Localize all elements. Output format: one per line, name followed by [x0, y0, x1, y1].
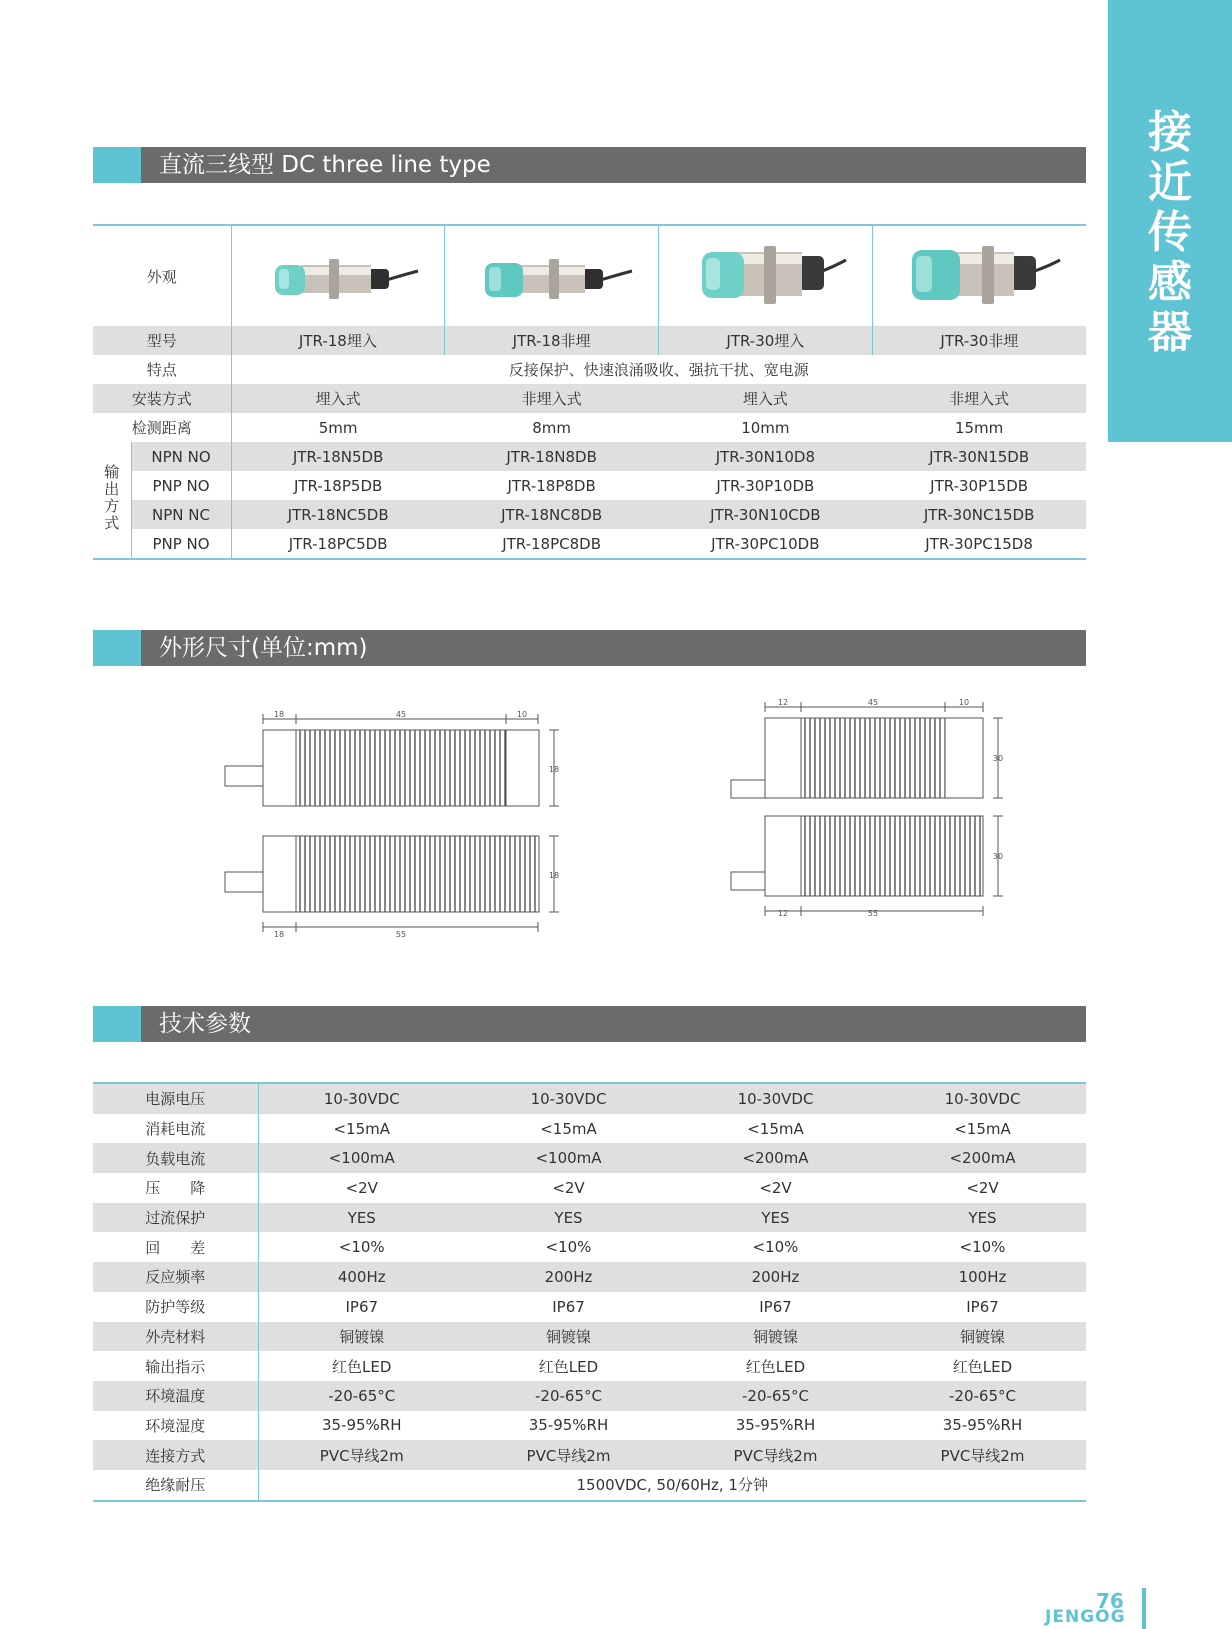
tech-row-value: <15mA	[540, 1119, 597, 1138]
tech-row-value: PVC导线2m	[672, 1440, 879, 1470]
page-number: 76	[1096, 1589, 1124, 1613]
tech-row-value: YES	[258, 1203, 465, 1233]
tech-row-value: -20-65°C	[465, 1381, 672, 1411]
tech-row-value: -20-65°C	[879, 1381, 1086, 1411]
tech-row-value: IP67	[759, 1297, 792, 1316]
tech-row-value: PVC导线2m	[465, 1440, 672, 1470]
brand-name: JENGOG	[1045, 1607, 1126, 1627]
tech-row-value: PVC导线2m	[879, 1440, 1086, 1470]
tech-row	[93, 1143, 1086, 1173]
dim-label: 45	[395, 710, 407, 719]
section-title: 技术参数	[159, 1011, 251, 1037]
tech-row	[93, 1440, 1086, 1470]
dim-label: 30	[992, 852, 1004, 861]
tech-row-value: IP67	[552, 1297, 585, 1316]
tech-row-value: -20-65°C	[672, 1381, 879, 1411]
tech-row	[93, 1083, 1086, 1114]
tech-row	[93, 1114, 1086, 1144]
tech-row-label: 反应频率	[93, 1262, 258, 1292]
tech-row-value: 红色LED	[332, 1357, 392, 1376]
tech-row-value: <2V	[552, 1178, 585, 1197]
tech-row	[93, 1203, 1086, 1233]
tech-row-value: <10%	[545, 1238, 592, 1257]
dimension-drawing-svg	[93, 680, 1086, 940]
tech-row-value: 35-95%RH	[942, 1416, 1023, 1435]
dim-label: 30	[992, 754, 1004, 763]
tech-row-label: 外壳材料	[93, 1322, 258, 1352]
tech-row-value: YES	[465, 1203, 672, 1233]
side-tab	[1108, 0, 1232, 442]
tech-row-value: <15mA	[333, 1119, 391, 1138]
tech-row-value: 10-30VDC	[672, 1083, 879, 1114]
tech-row-label: 绝缘耐压	[93, 1470, 258, 1501]
tech-row-label: 连接方式	[93, 1440, 258, 1470]
product-image	[231, 225, 445, 326]
appearance-label: 外观	[93, 225, 231, 326]
tech-row-value: <10%	[338, 1238, 385, 1257]
product-image	[658, 225, 872, 326]
dim-label: 12	[777, 909, 789, 918]
tech-row-value: 200Hz	[465, 1262, 672, 1292]
tech-row	[93, 1292, 1086, 1322]
tech-row	[93, 1351, 1086, 1381]
dim-label: 18	[548, 871, 560, 880]
tech-row-value: 铜镀镍	[879, 1322, 1086, 1352]
tech-row	[93, 1322, 1086, 1352]
tech-row-value: 10-30VDC	[258, 1083, 465, 1114]
tech-row-label: 防护等级	[93, 1292, 258, 1322]
tech-row-value: 1500VDC, 50/60Hz, 1分钟	[576, 1476, 768, 1495]
dim-label: 10	[516, 710, 528, 719]
section-header-dimensions	[93, 630, 1086, 666]
tech-row-label: 压 降	[93, 1173, 258, 1203]
tech-row-value: YES	[672, 1203, 879, 1233]
output-method-label: 输出方式	[93, 442, 131, 559]
product-image	[872, 225, 1086, 326]
tech-row-value: 10-30VDC	[465, 1083, 672, 1114]
tech-row	[93, 1232, 1086, 1262]
tech-row-value: IP67	[966, 1297, 999, 1316]
dim-label: 18	[273, 710, 285, 719]
tech-row-value: 35-95%RH	[528, 1416, 609, 1435]
spec-row: 检测距离 5mm 8mm 10mm 15mm	[93, 413, 1086, 442]
tech-row-value: 红色LED	[745, 1357, 806, 1376]
footer-accent-bar	[1142, 1588, 1146, 1629]
tech-row-value: <15mA	[747, 1119, 804, 1138]
tech-row-value: <2V	[966, 1178, 999, 1197]
dim-label: 18	[548, 765, 560, 774]
tech-row-value: 35-95%RH	[321, 1416, 402, 1435]
section-header-tech-params	[93, 1006, 1086, 1042]
tech-row	[93, 1470, 1086, 1501]
tech-row	[93, 1173, 1086, 1203]
tech-row-value: 红色LED	[952, 1357, 1013, 1376]
output-row: PNP NO JTR-18PC5DB JTR-18PC8DB JTR-30PC10DB JTR-30PC15D8	[93, 529, 1086, 559]
tech-row-label: 环境温度	[93, 1381, 258, 1411]
tech-row-label: 过流保护	[93, 1203, 258, 1233]
tech-row-label: 负载电流	[93, 1143, 258, 1173]
tech-params-table	[93, 1082, 1086, 1502]
tech-row-value: <100mA	[258, 1143, 465, 1173]
dim-label: 12	[777, 698, 789, 707]
tech-row-label: 回 差	[93, 1232, 258, 1262]
tech-row-value: YES	[879, 1203, 1086, 1233]
tech-row-value: <10%	[959, 1238, 1006, 1257]
dim-label: 18	[273, 930, 285, 939]
tech-row-value: <200mA	[879, 1143, 1086, 1173]
tech-row-label: 消耗电流	[93, 1114, 258, 1144]
dim-label: 10	[958, 698, 970, 707]
tech-row-value: 35-95%RH	[735, 1416, 816, 1435]
tech-row-label: 环境湿度	[93, 1411, 258, 1441]
section-title: 直流三线型 DC three line type	[159, 152, 491, 178]
output-row: NPN NC JTR-18NC5DB JTR-18NC8DB JTR-30N10CDB JTR-30NC15DB	[93, 500, 1086, 529]
tech-row-value: 200Hz	[672, 1262, 879, 1292]
tech-row-value: 400Hz	[258, 1262, 465, 1292]
tech-row-value: 10-30VDC	[879, 1083, 1086, 1114]
tech-row-label: 电源电压	[93, 1083, 258, 1114]
section-title: 外形尺寸(单位:mm)	[159, 635, 368, 661]
tech-row-value: -20-65°C	[258, 1381, 465, 1411]
output-row: PNP NO JTR-18P5DB JTR-18P8DB JTR-30P10DB JTR-30P15DB	[93, 471, 1086, 500]
spec-row: 型号 JTR-18埋入 JTR-18非埋 JTR-30埋入 JTR-30非埋	[93, 326, 1086, 355]
dim-label: 55	[395, 930, 407, 939]
tech-row-value: <200mA	[672, 1143, 879, 1173]
tech-row-value: PVC导线2m	[258, 1440, 465, 1470]
spec-table	[93, 224, 1086, 560]
tech-row-value: 铜镀镍	[258, 1322, 465, 1352]
tech-row-value: 100Hz	[879, 1262, 1086, 1292]
tech-row-value: <100mA	[465, 1143, 672, 1173]
output-row: 输出方式 NPN NO JTR-18N5DB JTR-18N8DB JTR-30N10D8 JTR-30N15DB	[93, 442, 1086, 471]
dim-label: 55	[867, 909, 879, 918]
section-header-dc-three-line	[93, 147, 1086, 183]
tech-row-value: IP67	[345, 1297, 379, 1316]
spec-row: 安装方式 埋入式 非埋入式 埋入式 非埋入式	[93, 384, 1086, 413]
dim-label: 45	[867, 698, 879, 707]
tech-row-value: 红色LED	[538, 1357, 599, 1376]
dimension-drawings	[93, 680, 1086, 940]
tech-row-label: 输出指示	[93, 1351, 258, 1381]
spec-row: 特点 反接保护、快速浪涌吸收、强抗干扰、宽电源	[93, 355, 1086, 384]
tech-row	[93, 1411, 1086, 1441]
tech-row-value: <2V	[345, 1178, 378, 1197]
tech-row-value: <2V	[759, 1178, 792, 1197]
tech-row	[93, 1381, 1086, 1411]
tech-row-value: 铜镀镍	[672, 1322, 879, 1352]
tech-row-value: <10%	[752, 1238, 799, 1257]
tech-row-value: 铜镀镍	[465, 1322, 672, 1352]
side-tab-title: 接 近 传 感 器	[1148, 107, 1192, 358]
tech-row-value: <15mA	[954, 1119, 1011, 1138]
product-image	[445, 225, 659, 326]
appearance-row	[93, 225, 1086, 326]
tech-row	[93, 1262, 1086, 1292]
